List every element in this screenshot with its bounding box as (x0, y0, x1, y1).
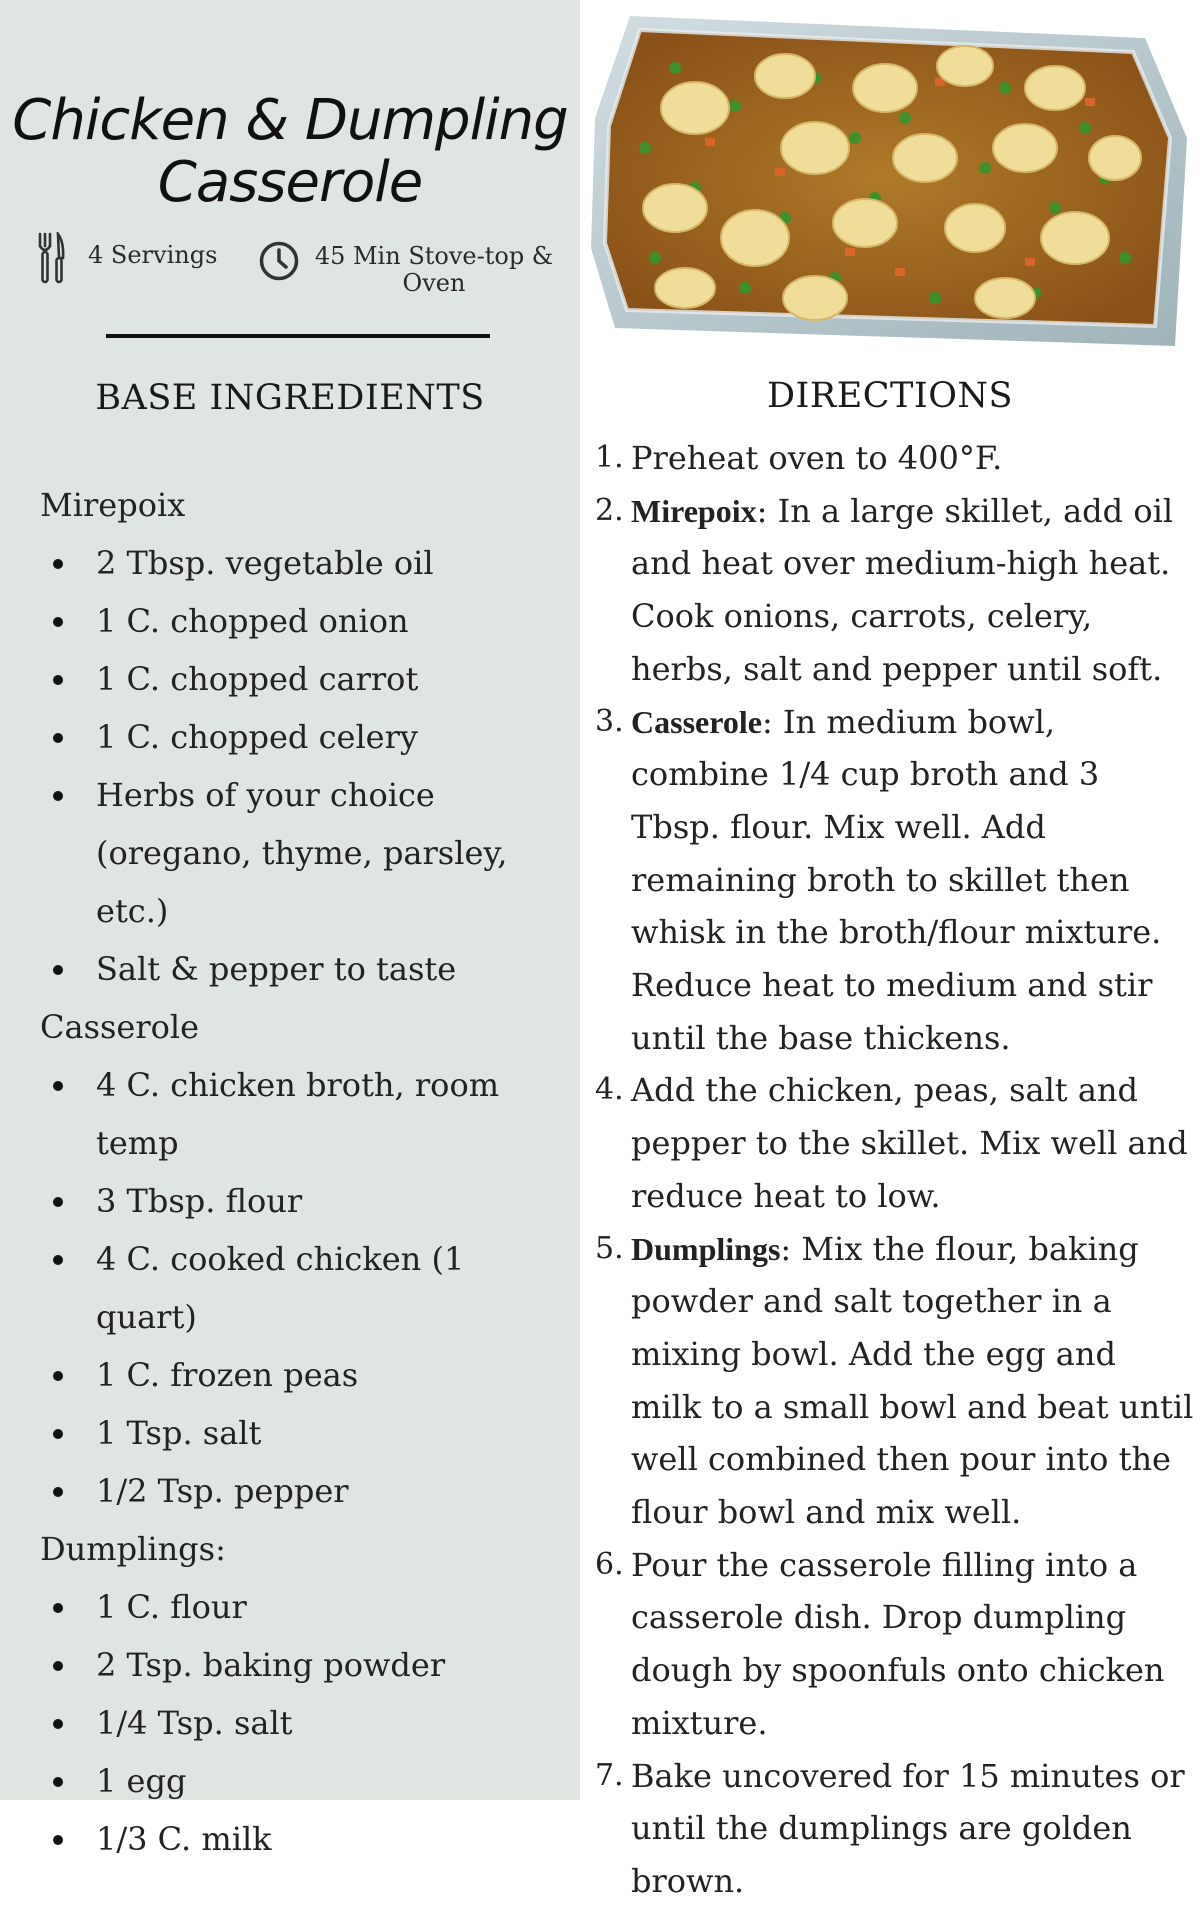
direction-step (595, 696, 1195, 1065)
ingredient-item: Salt & pepper to taste (40, 940, 575, 998)
step-text: : In a large skillet, add oil and heat over medium-high heat. Cook onions, carrots, celery, herbs, salt and pepper until soft. (631, 491, 1174, 688)
ingredient-group-title: Casserole (40, 1008, 200, 1046)
ingredient-item: 1 egg (40, 1752, 575, 1810)
recipe-meta (0, 228, 580, 308)
step-number: 7. (595, 1757, 624, 1793)
title-divider (106, 334, 490, 338)
ingredient-item: 4 C. chicken broth, room temp (40, 1056, 575, 1172)
step-text: Bake uncovered for 15 minutes or until the dumplings are golden brown. (631, 1756, 1185, 1900)
ingredient-group-title: Mirepoix (40, 486, 186, 524)
ingredient-item: 1/4 Tsp. salt (40, 1694, 575, 1752)
direction-step (595, 1539, 1195, 1750)
step-text: Pour the casserole filling into a casserole dish. Drop dumpling dough by spoonfuls onto chicken mixture. (631, 1545, 1165, 1742)
direction-step (595, 1750, 1195, 1908)
step-text: Preheat oven to 400°F. (631, 439, 1003, 477)
cook-time-label (314, 243, 554, 297)
direction-step (595, 432, 1195, 485)
step-text: : In medium bowl, combine 1/4 cup broth and 3 Tbsp. flour. Mix well. Add remaining broth to skillet then whisk in the broth/flour mixture. Reduce heat to medium and stir until the base thickens. (631, 702, 1162, 1057)
cook-time-line2: Oven (402, 269, 466, 297)
ingredient-item: 1/2 Tsp. pepper (40, 1462, 575, 1520)
ingredient-group-title: Dumplings: (40, 1530, 226, 1568)
ingredient-item: 2 Tsp. baking powder (40, 1636, 575, 1694)
step-number: 6. (595, 1546, 624, 1582)
fork-knife-icon (38, 232, 66, 284)
step-number: 1. (595, 440, 624, 475)
step-number: 3. (595, 703, 624, 739)
clock-icon (258, 240, 300, 282)
step-text: Add the chicken, peas, salt and pepper to the skillet. Mix well and reduce heat to low. (631, 1071, 1188, 1215)
ingredient-item: 1 C. flour (40, 1578, 575, 1636)
direction-step (595, 1223, 1195, 1539)
step-section-label: Mirepoix (631, 492, 757, 529)
direction-step (595, 1064, 1195, 1222)
recipe-title-line2: Casserole (157, 150, 423, 215)
step-text: : Mix the flour, baking powder and salt together in a mixing bowl. Add the egg and milk to a small bowl and beat until well combined then pour into the flour bowl and mix well. (631, 1229, 1194, 1532)
ingredient-item: 3 Tbsp. flour (40, 1172, 575, 1230)
direction-step (595, 485, 1195, 696)
ingredient-item: Herbs of your choice (oregano, thyme, parsley, etc.) (40, 766, 575, 940)
ingredients-list (40, 476, 575, 1868)
cook-time-line1: 45 Min Stove-top & (314, 242, 554, 270)
step-section-label: Casserole (631, 703, 762, 740)
ingredient-item: 1 C. frozen peas (40, 1346, 575, 1404)
ingredient-item: 1/3 C. milk (40, 1810, 575, 1868)
step-number: 5. (595, 1230, 624, 1266)
servings-label: 4 Servings (88, 241, 218, 269)
ingredient-item: 4 C. cooked chicken (1 quart) (40, 1230, 575, 1346)
ingredient-item: 1 C. chopped carrot (40, 650, 575, 708)
directions-list (595, 432, 1195, 1908)
ingredients-heading: BASE INGREDIENTS (95, 378, 485, 418)
directions-heading: DIRECTIONS (766, 376, 1014, 416)
recipe-title (0, 90, 580, 214)
step-section-label: Dumplings (631, 1230, 781, 1267)
ingredient-item: 2 Tbsp. vegetable oil (40, 534, 575, 592)
recipe-title-line1: Chicken & Dumpling (12, 88, 568, 153)
step-number: 4. (595, 1072, 624, 1108)
step-number: 2. (595, 492, 624, 528)
casserole-photo (585, 8, 1195, 348)
ingredient-item: 1 C. chopped onion (40, 592, 575, 650)
ingredient-item: 1 Tsp. salt (40, 1404, 575, 1462)
ingredient-item: 1 C. chopped celery (40, 708, 575, 766)
